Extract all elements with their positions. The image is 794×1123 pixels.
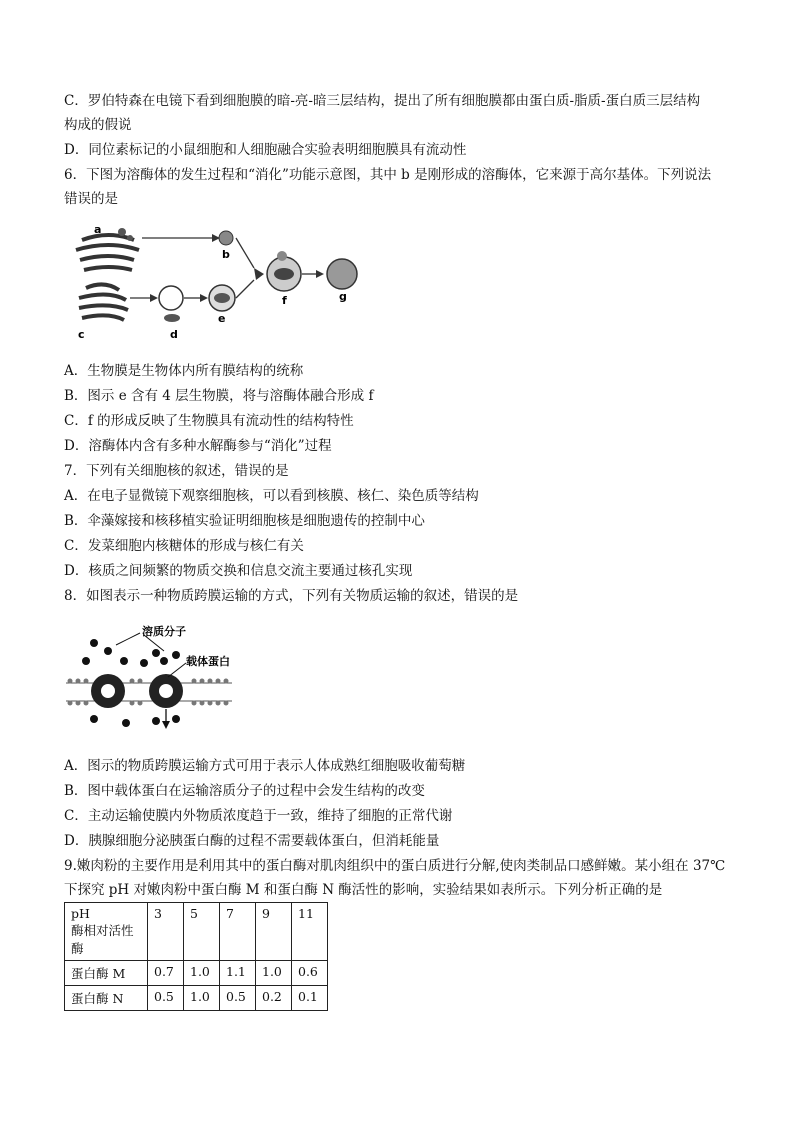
ph-cell: 11 [292,903,328,961]
fig-label-b: b [222,248,230,261]
membrane-transport-diagram [64,615,234,733]
fig-label-g: g [339,290,347,303]
value-cell: 0.7 [148,961,184,986]
q7-option-c: C．发菜细胞内核糖体的形成与核仁有关 [64,538,304,554]
q8-option-c: C．主动运输使膜内外物质浓度趋于一致，维持了细胞的正常代谢 [64,808,453,824]
value-cell: 0.6 [292,961,328,986]
enzyme-name-cell: 蛋白酶 N [65,986,148,1011]
q5-option-c-line1: C．罗伯特森在电镜下看到细胞膜的暗-亮-暗三层结构，提出了所有细胞膜都由蛋白质-脂质-蛋白质三层结构 [64,93,701,109]
fig-label-f: f [282,294,287,307]
enzyme-activity-table [64,902,328,1011]
q8-option-a: A．图示的物质跨膜运输方式可用于表示人体成熟红细胞吸收葡萄糖 [64,758,466,774]
value-cell: 0.5 [148,986,184,1011]
header-activity-label: 酶相对活性 [71,923,134,938]
q6-stem-line1: 6．下图为溶酶体的发生过程和“消化”功能示意图，其中 b 是刚形成的溶酶体，它来源于高尔基体。下列说法 [64,167,712,183]
value-cell: 0.5 [220,986,256,1011]
q6-option-d: D．溶酶体内含有多种水解酶参与“消化”过程 [64,438,332,454]
q6-stem-line2: 错误的是 [64,191,118,207]
fig-label-solute: 溶质分子 [142,625,186,638]
value-cell: 1.0 [184,986,220,1011]
value-cell: 0.1 [292,986,328,1011]
q9-stem-line1: 9.嫩肉粉的主要作用是利用其中的蛋白酶对肌肉组织中的蛋白质进行分解,使肉类制品口感鲜嫩。某小组在 37℃ [64,858,726,874]
lysosome-diagram [64,218,374,346]
fig-label-e: e [218,312,226,325]
ph-cell: 7 [220,903,256,961]
q8-option-b: B．图中载体蛋白在运输溶质分子的过程中会发生结构的改变 [64,783,425,799]
q7-option-b: B．伞藻嫁接和核移植实验证明细胞核是细胞遗传的控制中心 [64,513,425,529]
value-cell: 0.2 [256,986,292,1011]
header-enzyme-label: 酶 [71,941,84,956]
q7-option-a: A．在电子显微镜下观察细胞核，可以看到核膜、核仁、染色质等结构 [64,488,479,504]
value-cell: 1.1 [220,961,256,986]
fig-label-carrier: 载体蛋白 [186,655,230,668]
ph-cell: 9 [256,903,292,961]
enzyme-name-cell: 蛋白酶 M [65,961,148,986]
q7-stem: 7．下列有关细胞核的叙述，错误的是 [64,463,289,479]
q5-option-c-line2: 构成的假说 [64,117,132,133]
q6-option-b: B．图示 e 含有 4 层生物膜，将与溶酶体融合形成 f [64,388,374,404]
fig-label-d: d [170,328,178,341]
table-row [65,961,328,986]
value-cell: 1.0 [184,961,220,986]
table-header-row [65,903,328,961]
header-ph-label: pH [71,906,90,921]
fig-label-c: c [78,328,85,341]
value-cell: 1.0 [256,961,292,986]
q5-option-d: D．同位素标记的小鼠细胞和人细胞融合实验表明细胞膜具有流动性 [64,142,467,158]
fig-label-a: a [94,223,102,236]
q7-option-d: D．核质之间频繁的物质交换和信息交流主要通过核孔实现 [64,563,413,579]
q6-option-a: A．生物膜是生物体内所有膜结构的统称 [64,363,304,379]
ph-cell: 5 [184,903,220,961]
table-header-cell [65,903,148,961]
table-row [65,986,328,1011]
ph-cell: 3 [148,903,184,961]
q6-option-c: C．f 的形成反映了生物膜具有流动性的结构特性 [64,413,354,429]
q8-option-d: D．胰腺细胞分泌胰蛋白酶的过程不需要载体蛋白，但消耗能量 [64,833,440,849]
q9-stem-line2: 下探究 pH 对嫩肉粉中蛋白酶 M 和蛋白酶 N 酶活性的影响，实验结果如表所示。下列分析正确的是 [64,882,663,898]
q8-stem: 8．如图表示一种物质跨膜运输的方式，下列有关物质运输的叙述，错误的是 [64,588,519,604]
